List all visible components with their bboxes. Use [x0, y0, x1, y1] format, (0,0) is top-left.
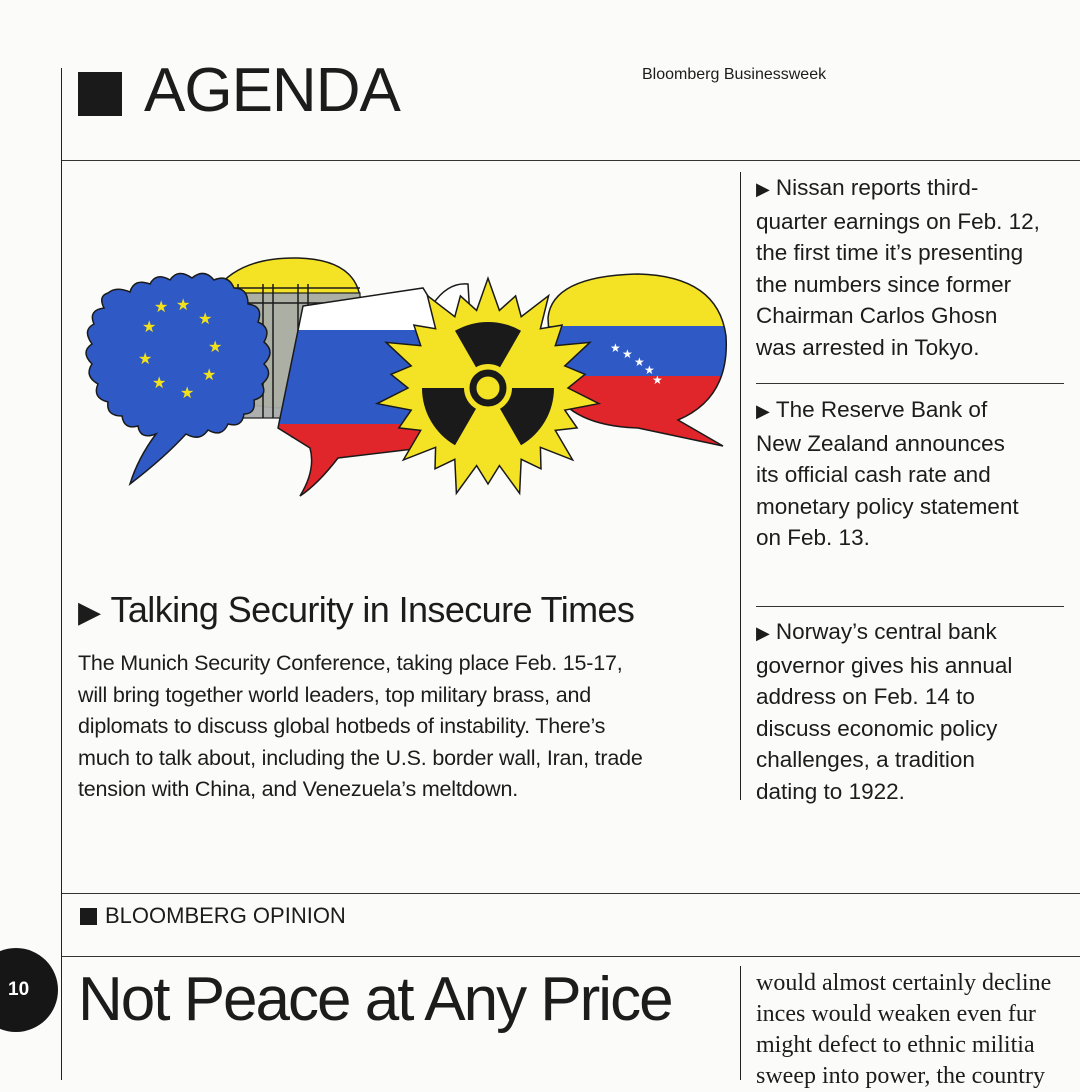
svg-text:★: ★ [202, 367, 217, 384]
opinion-section-label [80, 903, 346, 929]
svg-text:★: ★ [634, 355, 645, 369]
svg-text:★: ★ [152, 375, 167, 392]
column-line: sweep into power, the country [756, 1063, 1045, 1089]
bullet-triangle-icon: ▶ [78, 596, 101, 629]
agenda-item-nissan: ▶ Nissan reports third- quarter earnings on Feb. 12, the first time it’s presenting the numbers since former Chairman Carlos Ghosn was arrested in Tokyo. [756, 175, 1040, 360]
column-divider [740, 966, 741, 1080]
body-line: diplomats to discuss global hotbeds of instability. There’s [78, 714, 606, 738]
section-square-icon [78, 72, 122, 116]
svg-text:★: ★ [138, 351, 153, 368]
column-line: would almost certainly decline [756, 970, 1052, 996]
bullet-triangle-icon: ▶ [756, 401, 770, 421]
bullet-triangle-icon: ▶ [756, 179, 770, 199]
feature-headline-text: Talking Security in Insecure Times [110, 589, 635, 630]
svg-text:★: ★ [610, 341, 621, 355]
page-number: 10 [8, 979, 30, 1000]
section-header [78, 56, 400, 125]
column-line: inces would weaken even fur [756, 1001, 1036, 1027]
svg-text:★: ★ [198, 311, 213, 328]
body-line: much to talk about, including the U.S. border wall, Iran, trade [78, 745, 643, 770]
feature-body [78, 648, 738, 806]
body-line: will bring together world leaders, top military brass, and [78, 682, 591, 707]
svg-text:★: ★ [644, 363, 655, 377]
opinion-rule [62, 893, 1080, 894]
column-line: might defect to ethnic militia [756, 1032, 1035, 1058]
opinion-title: Not Peace at Any Price [78, 965, 672, 1034]
opinion-rule-lower [62, 956, 1080, 957]
bullet-triangle-icon: ▶ [756, 623, 770, 643]
svg-text:★: ★ [208, 339, 223, 356]
svg-text:★: ★ [154, 299, 169, 316]
speech-bubbles-illustration [78, 248, 728, 498]
feature-headline [78, 588, 634, 635]
sidebar-rule [756, 606, 1064, 607]
agenda-item-rbnz: ▶ The Reserve Bank of New Zealand announces its official cash rate and monetary policy statement on Feb. 13. [756, 397, 1019, 550]
section-title: AGENDA [144, 56, 400, 125]
publication-name: Bloomberg Businessweek [642, 66, 827, 83]
body-line: The Munich Security Conference, taking place Feb. 15-17, [78, 651, 623, 675]
opinion-column-text [756, 968, 1051, 1092]
opinion-section-label-text: BLOOMBERG OPINION [105, 903, 346, 928]
margin-rule [61, 68, 62, 1080]
body-line: tension with China, and Venezuela’s meltdown. [78, 777, 519, 801]
svg-text:★: ★ [622, 347, 633, 361]
eu-flag-speech-bubble-icon [86, 273, 270, 484]
agenda-item-norway: ▶ Norway’s central bank governor gives his annual address on Feb. 14 to discuss economic policy challenges, a tradition dating to 1922. [756, 619, 1013, 804]
svg-text:★: ★ [176, 297, 191, 314]
sidebar-rule [756, 383, 1064, 384]
svg-text:★: ★ [180, 385, 195, 402]
svg-text:★: ★ [652, 373, 663, 387]
svg-text:★: ★ [142, 319, 157, 336]
column-divider [740, 172, 741, 800]
section-square-icon [80, 908, 97, 925]
header-rule [62, 160, 1080, 161]
